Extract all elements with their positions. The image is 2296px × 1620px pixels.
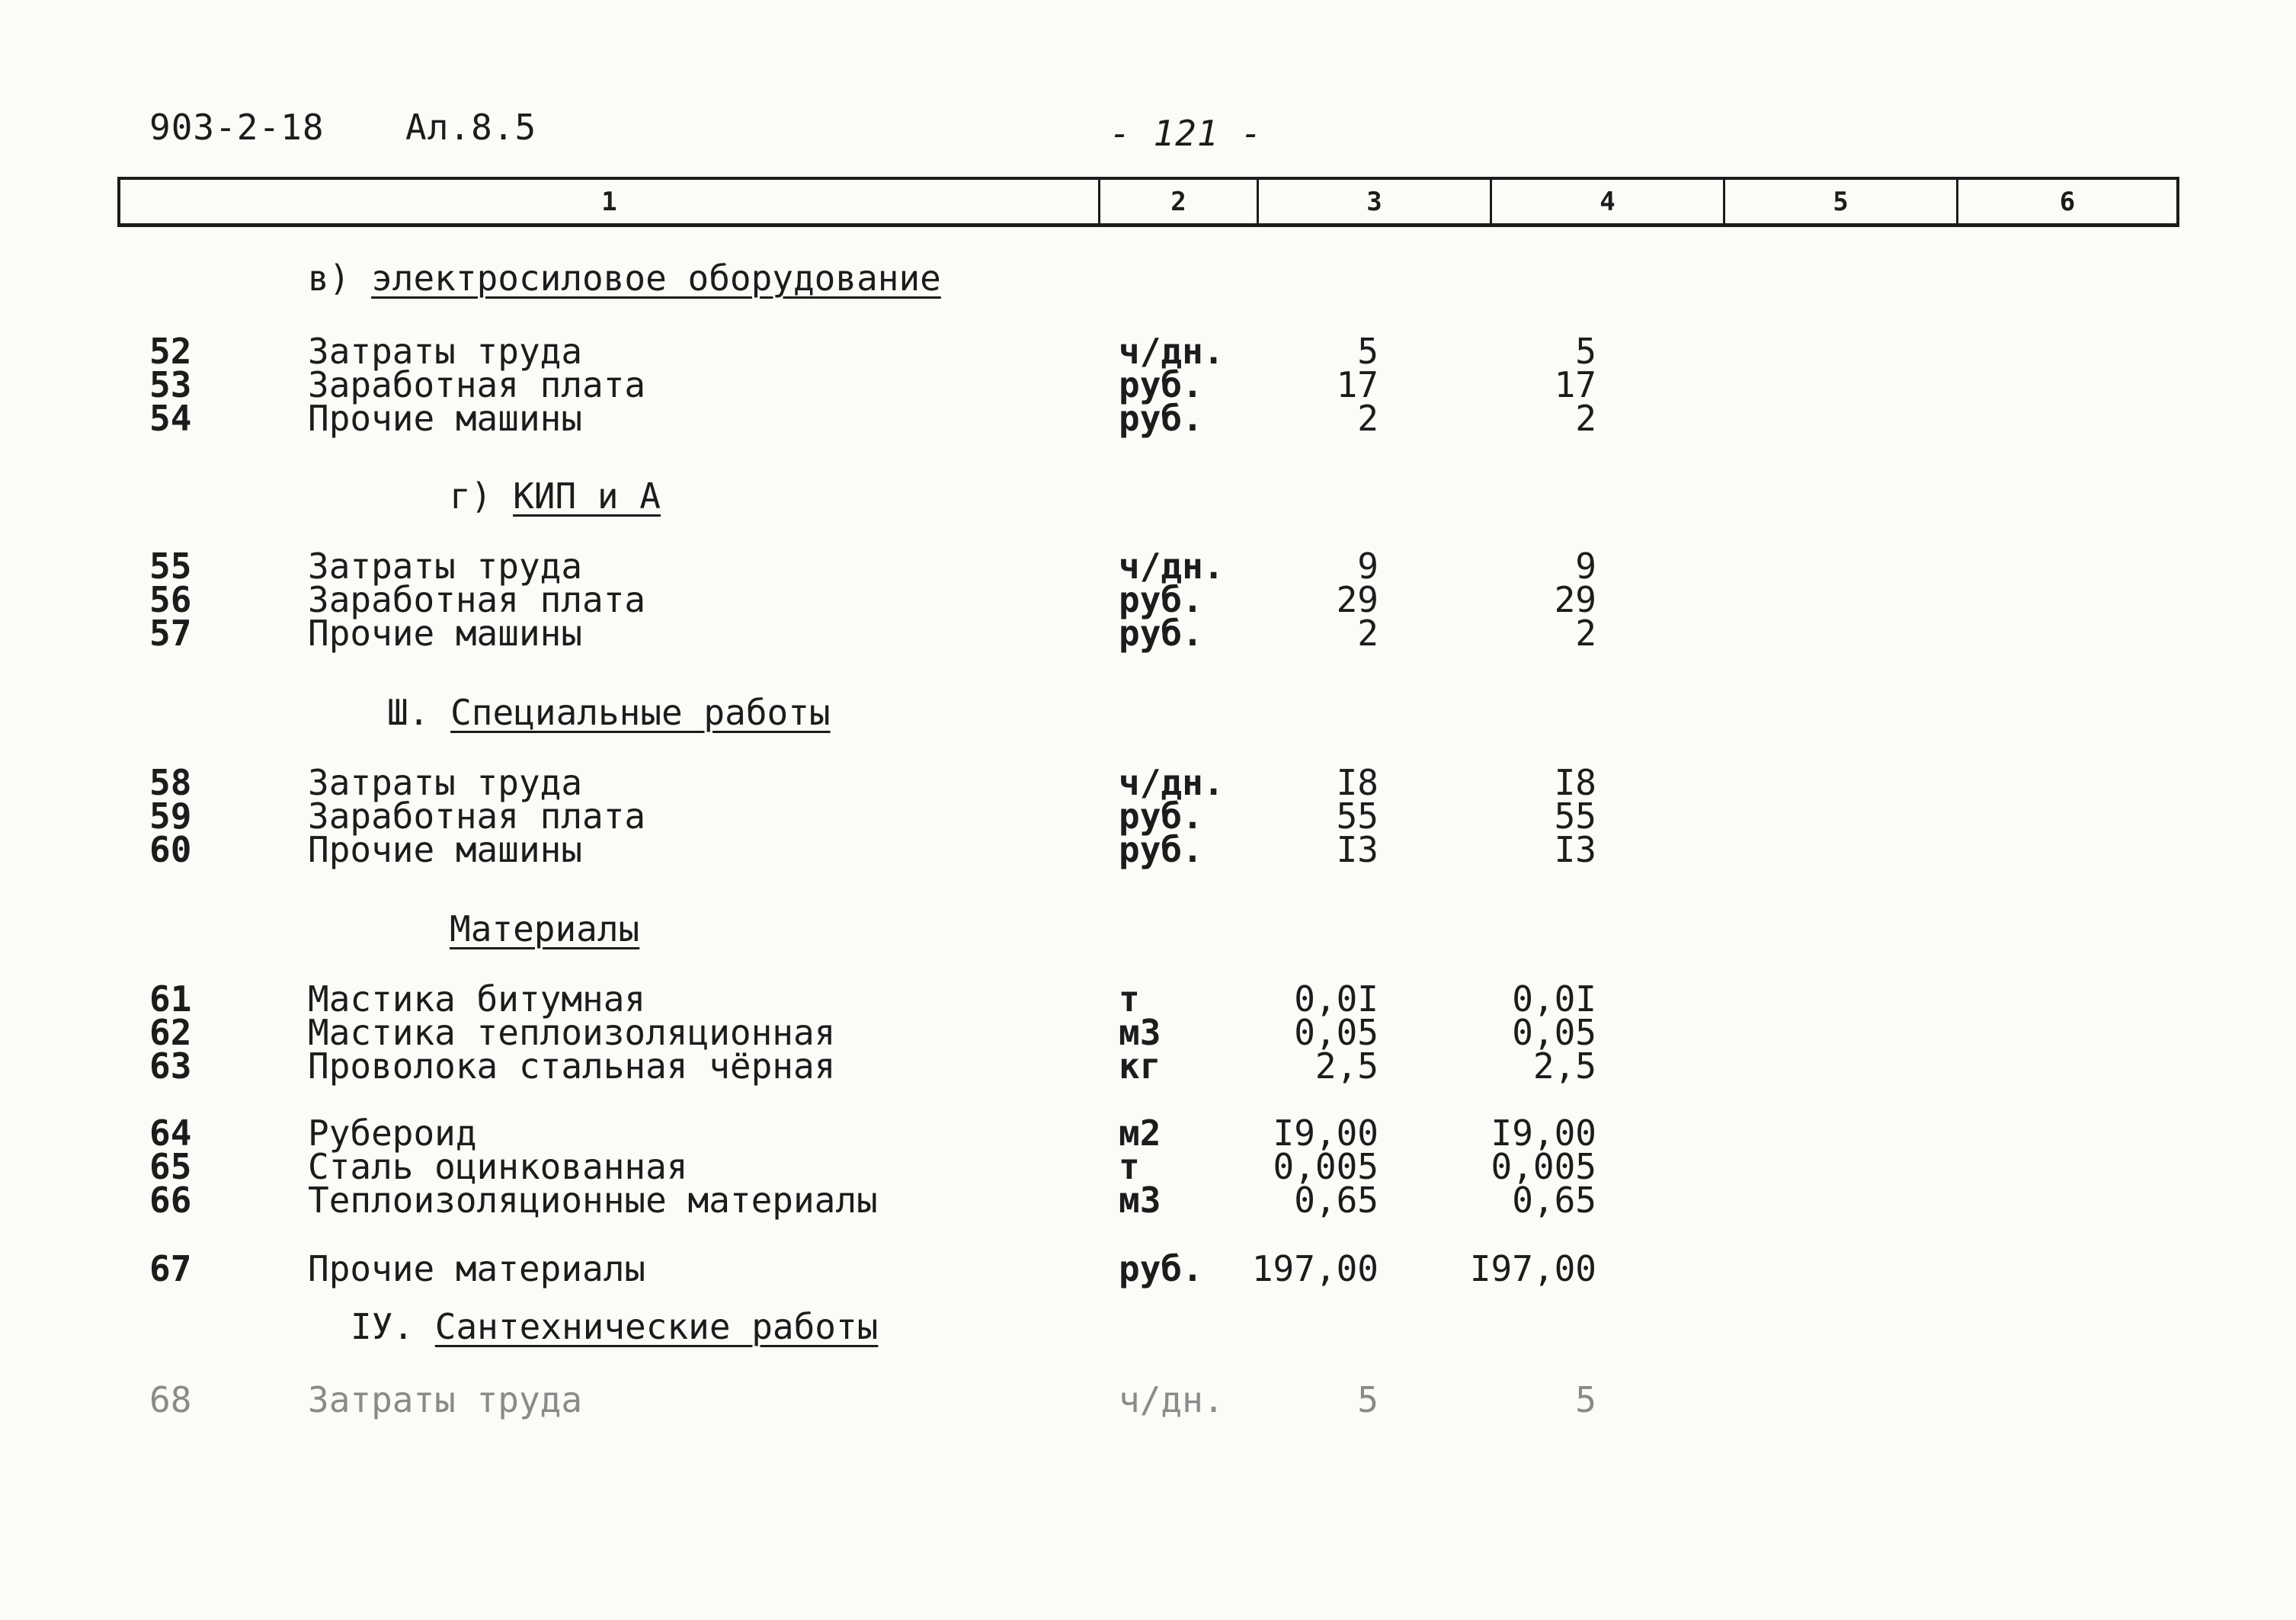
row-name: Прочие машины: [308, 398, 583, 439]
row-value-col3: 2,5: [1315, 1045, 1379, 1087]
row-value-col4: 5: [1575, 331, 1596, 372]
row-value-col4: I97,00: [1469, 1248, 1596, 1289]
section-prefix: г): [450, 475, 492, 517]
row-value-col3: I3: [1336, 829, 1379, 870]
row-name: Заработная плата: [308, 579, 646, 620]
row-value-col4: I9,00: [1491, 1113, 1596, 1154]
row-value-col3: 17: [1336, 364, 1379, 405]
row-number: 59: [149, 796, 192, 837]
table-row: [0, 579, 2296, 620]
table-row: [0, 398, 2296, 439]
row-name: Затраты труда: [308, 1379, 583, 1420]
row-number: 52: [149, 331, 192, 372]
row-value-col4: 0,05: [1512, 1012, 1596, 1053]
row-name: Прочие материалы: [308, 1248, 646, 1289]
row-number: 56: [149, 579, 192, 620]
table-row: [0, 331, 2296, 372]
row-unit: руб.: [1119, 613, 1203, 654]
row-number: 64: [149, 1113, 192, 1154]
table-row: [0, 1012, 2296, 1053]
row-value-col3: 2: [1357, 398, 1379, 439]
table-row: [0, 978, 2296, 1020]
row-unit: ч/дн.: [1119, 1379, 1225, 1420]
row-name: Затраты труда: [308, 546, 583, 587]
section-heading: [308, 258, 941, 299]
page-number: - 121 -: [1110, 113, 1263, 154]
row-name: Прочие машины: [308, 829, 583, 870]
table-row: [0, 1180, 2296, 1221]
section-heading: [387, 692, 831, 733]
row-number: 66: [149, 1180, 192, 1221]
row-number: 54: [149, 398, 192, 439]
row-value-col3: 9: [1357, 546, 1379, 587]
column-header-5: 5: [1725, 180, 1958, 223]
row-name: Мастика битумная: [308, 978, 646, 1020]
row-value-col3: 0,005: [1273, 1146, 1379, 1187]
row-value-col3: 0,65: [1294, 1180, 1379, 1221]
row-value-col3: I8: [1336, 762, 1379, 803]
row-unit: руб.: [1119, 829, 1203, 870]
table-row: [0, 546, 2296, 587]
row-value-col4: 17: [1554, 364, 1596, 405]
table-row: [0, 762, 2296, 803]
row-value-col3: 5: [1357, 1379, 1379, 1420]
section-heading: [450, 475, 661, 517]
row-value-col4: I3: [1554, 829, 1596, 870]
section-prefix: IУ.: [351, 1306, 415, 1347]
row-value-col3: 0,0I: [1294, 978, 1379, 1020]
row-value-col3: 55: [1336, 796, 1379, 837]
column-header-row: [117, 177, 2179, 227]
row-name: Заработная плата: [308, 796, 646, 837]
row-unit: ч/дн.: [1119, 762, 1225, 803]
table-row: [0, 1045, 2296, 1087]
row-value-col3: 2: [1357, 613, 1379, 654]
row-unit: м3: [1119, 1180, 1161, 1221]
row-value-col4: 2: [1575, 613, 1596, 654]
row-value-col4: 55: [1554, 796, 1596, 837]
row-number: 61: [149, 978, 192, 1020]
row-number: 60: [149, 829, 192, 870]
table-row: [0, 829, 2296, 870]
row-value-col3: I9,00: [1273, 1113, 1379, 1154]
section-prefix: Ш.: [387, 692, 430, 733]
album-reference: Ал.8.5: [405, 107, 537, 148]
table-row: [0, 1113, 2296, 1154]
row-number: 53: [149, 364, 192, 405]
row-value-col3: 0,05: [1294, 1012, 1379, 1053]
row-number: 65: [149, 1146, 192, 1187]
document-code: 903-2-18: [149, 107, 325, 148]
table-row: [0, 796, 2296, 837]
row-number: 68: [149, 1379, 192, 1420]
row-value-col4: 0,65: [1512, 1180, 1596, 1221]
table-row: [0, 1146, 2296, 1187]
table-row: [0, 364, 2296, 405]
row-number: 63: [149, 1045, 192, 1087]
row-name: Заработная плата: [308, 364, 646, 405]
row-name: Затраты труда: [308, 331, 583, 372]
row-unit: кг: [1119, 1045, 1161, 1087]
section-title: Специальные работы: [450, 692, 831, 733]
row-value-col4: 2: [1575, 398, 1596, 439]
row-number: 58: [149, 762, 192, 803]
column-header-3: 3: [1259, 180, 1492, 223]
row-unit: руб.: [1119, 1248, 1203, 1289]
row-name: Затраты труда: [308, 762, 583, 803]
row-unit: руб.: [1119, 579, 1203, 620]
row-value-col3: 197,00: [1251, 1248, 1379, 1289]
row-number: 57: [149, 613, 192, 654]
row-name: Мастика теплоизоляционная: [308, 1012, 836, 1053]
row-value-col4: 2,5: [1532, 1045, 1596, 1087]
row-unit: ч/дн.: [1119, 546, 1225, 587]
row-number: 62: [149, 1012, 192, 1053]
row-unit: м2: [1119, 1113, 1161, 1154]
table-row: [0, 613, 2296, 654]
row-name: Проволока стальная чёрная: [308, 1045, 836, 1087]
row-unit: т: [1119, 1146, 1140, 1187]
row-value-col4: 9: [1575, 546, 1596, 587]
column-header-4: 4: [1492, 180, 1725, 223]
row-name: Сталь оцинкованная: [308, 1146, 688, 1187]
row-unit: ч/дн.: [1119, 331, 1225, 372]
row-number: 55: [149, 546, 192, 587]
column-header-1: 1: [120, 180, 1100, 223]
row-name: Теплоизоляционные материалы: [308, 1180, 878, 1221]
row-value-col4: 0,0I: [1512, 978, 1596, 1020]
row-unit: т: [1119, 978, 1140, 1020]
section-title: Сантехнические работы: [434, 1306, 879, 1347]
section-title: КИП и А: [513, 475, 661, 517]
section-heading: [450, 908, 639, 949]
section-heading: [351, 1306, 878, 1347]
row-unit: руб.: [1119, 364, 1203, 405]
section-title: Материалы: [450, 908, 640, 949]
row-value-col3: 5: [1357, 331, 1379, 372]
row-name: Рубероид: [308, 1113, 477, 1154]
row-value-col4: 29: [1554, 579, 1596, 620]
column-header-2: 2: [1100, 180, 1259, 223]
row-value-col4: 5: [1575, 1379, 1596, 1420]
column-header-6: 6: [2059, 186, 2076, 217]
row-unit: м3: [1119, 1012, 1161, 1053]
row-value-col3: 29: [1336, 579, 1379, 620]
row-name: Прочие машины: [308, 613, 583, 654]
row-unit: руб.: [1119, 796, 1203, 837]
table-row: [0, 1248, 2296, 1289]
row-value-col4: 0,005: [1491, 1146, 1596, 1187]
row-value-col4: I8: [1554, 762, 1596, 803]
section-prefix: в): [308, 258, 351, 299]
row-number: 67: [149, 1248, 192, 1289]
section-title: электросиловое оборудование: [371, 258, 941, 299]
table-row: [0, 1379, 2296, 1420]
row-unit: руб.: [1119, 398, 1203, 439]
